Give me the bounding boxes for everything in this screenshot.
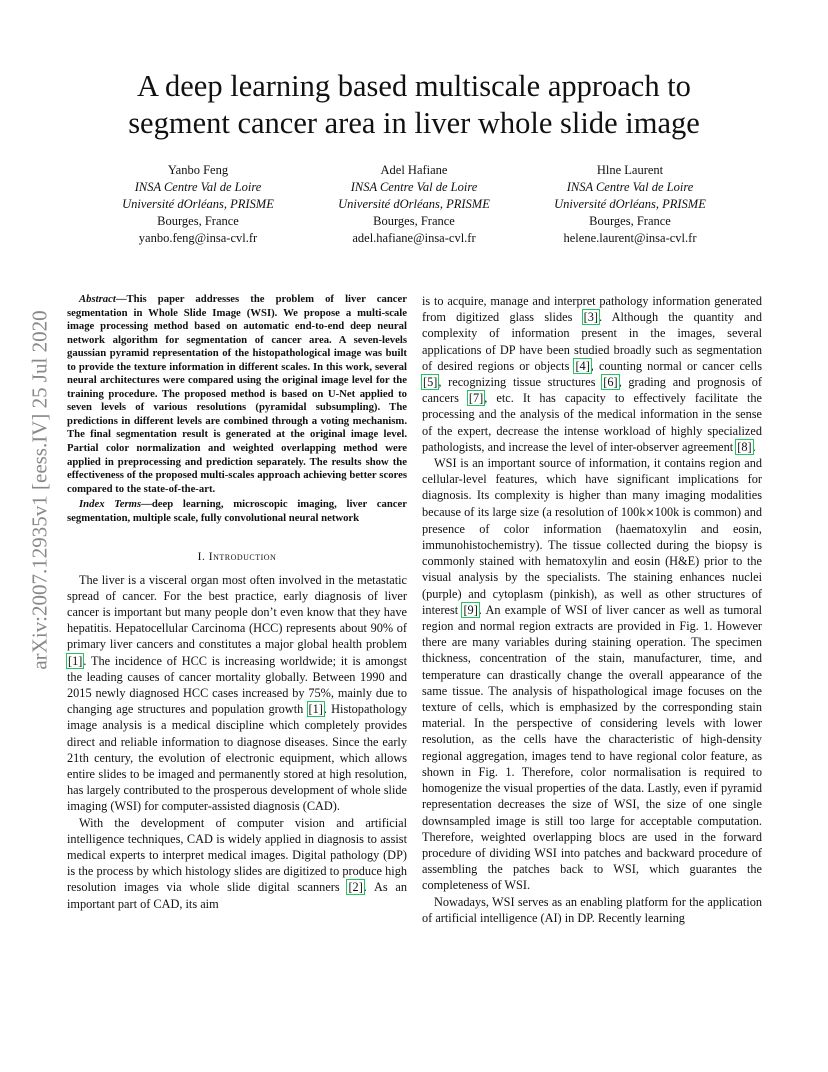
intro-paragraph-4: Nowadays, WSI serves as an enabling platform for the application of artificial intelligence (AI) in DP. Recently learning [422,894,762,925]
text-run: , etc. It has capacity to effectively facilitate the processing and the analysis of the medical information in the sense of the expert, decrease the intense workload of highly specialized pathologists, and increase the level of inter-observer agreement [422,391,762,454]
text-run: With the development of computer vision and artificial intelligence techniques, CAD is widely applied in diagnosis to assist medical experts to interpret medical images. Digital pathology (DP) is the process by which histology slides are digitized to produce high resolution images via whole slide digital scanners [67,815,407,895]
text-run: . Histopathology image analysis is a medical discipline which completely provides direct and reliable information to diagnose diseases. Since the early 21th century, the evolution of electronic equipment, which allows entire slides to be imaged and permanently stored at high resolution, has largely contributed to the prosperous development of whole slide imaging (WSI) for computer-assisted diagnosis (CAD). [67,702,407,814]
index-terms-lead: Index Terms [79,498,142,511]
abstract-lead: Abstract [79,293,116,305]
author-institution: INSA Centre Val de Loire [134,180,262,194]
author-city: Bourges, France [589,214,671,228]
intro-paragraph-2 [67,815,407,912]
author-institution: INSA Centre Val de Loire [566,180,694,194]
index-terms-text: —deep learning, microscopic imaging, liver cancer segmentation, multiple scale, fully convolutional neural network [67,498,407,524]
citation-link[interactable]: [5] [423,375,438,390]
author-email: adel.hafiane@insa-cvl.fr [352,231,476,245]
intro-paragraph-2-cont [422,293,762,455]
arxiv-identifier: arXiv:2007.12935v1 [eess.IV] 25 Jul 2020 [27,310,52,670]
text-run: . Although the quantity and complexity of information present in the images, several applications of DP have been studied broadly such as segmentation of desired regions or objects [422,310,762,373]
author-lab: Université dOrléans, PRISME [554,197,706,211]
text-run: 100k is common) and presence of color information (haematoxylin and eosin, immunohistochemistry). The tissue collected during the biopsy is commonly stained with hematoxylin and eosin (H&E) prior to the visual analysis by the specialists. The staining enhances nuclei (purple) and cytoplasm (pinkish), as well as other structures of interest [422,504,763,617]
author-name: Adel Hafiane [380,163,448,177]
section-heading-introduction: I. Introduction [197,551,277,564]
citation-link[interactable]: [2] [348,880,363,895]
times-symbol: × [645,505,655,519]
index-terms [67,498,407,525]
title-line-1: A deep learning based multiscale approach to [137,69,691,103]
author-name: Yanbo Feng [167,163,229,177]
author-1 [90,162,306,247]
intro-paragraph-3 [422,455,762,893]
author-email: helene.laurent@insa-cvl.fr [563,231,697,245]
text-run: WSI is an important source of information, it contains region and cellular-level features, which have significant implications for diagnosis. Its complexity is higher than many imaging modalities because of its large size (a resolution of 100k [422,456,762,519]
author-lab: Université dOrléans, PRISME [122,197,274,211]
arxiv-sidebar [20,290,60,690]
citation-link[interactable]: [9] [463,602,478,617]
text-run: is to acquire, manage and interpret pathology information generated from digitized glass slides [422,294,762,325]
abstract-text: —This paper addresses the problem of liver cancer segmentation in Whole Slide Image (WSI). We propose a multi-scale image processing method based on automatic end-to-end deep neural network algorithm for segmentation of cancer area. A seven-levels gaussian pyramid representation of the histopathological image was built to provide the texture information in different scales. In this work, several neural architectures were compared using the original image level for the training procedure. The proposed method is based on U-Net applied to seven levels of various resolutions (pyramidal subsumpling). The predictions in different levels are combined through a voting mechanism. The final segmentation result is generated at the original image level. Partial color normalization and weighted overlapping method were applied in preprocessing and prediction separately. The results show the effectiveness of the proposed multi-scales approach achieving better scores compared to the state-of-the-art. [67,293,407,495]
author-block [90,162,738,252]
author-city: Bourges, France [373,214,455,228]
title-line-2: segment cancer area in liver whole slide image [128,106,700,140]
citation-link[interactable]: [1] [308,702,323,717]
citation-link[interactable]: [8] [737,439,752,454]
right-column [422,293,762,926]
text-run: . [752,439,756,454]
text-run: , recognizing tissue structures [438,375,603,390]
author-lab: Université dOrléans, PRISME [338,197,490,211]
left-column [67,293,407,912]
abstract [67,293,407,496]
text-run: , grading and prognosis of cancers [422,375,762,406]
text-run: The liver is a visceral organ most often involved in the metastatic spread of cancer. For the best practice, early diagnosis of liver cancer is important but many people don’t even know that they have hepatitis. Hepatocellular Carcinoma (HCC) represents about 90% of primary liver cancers and constitutes a major global health problem [67,572,407,652]
intro-paragraph-1 [67,572,407,815]
text-run: . As an important part of CAD, its aim [67,880,407,911]
text-run: . The incidence of HCC is increasing worldwide; it is amongst the leading causes of cancer mortality globally. Between 1990 and 2015 newly diagnosed HCC cases increased by 75%, mainly due to changing age structures and population growth [67,653,407,717]
author-email: yanbo.feng@insa-cvl.fr [138,231,258,245]
author-3 [522,162,738,247]
text-run: . An example of WSI of liver cancer as well as tumoral region and normal region extracts are provided in Fig. 1. However there are many variables during staining operation. The specimen thickness, concentration of the stain, manufacturer, time, and temperature can drastically change the overall appearance of the same tissue. The analysis of hispathological image focuses on the texture of cells, which is emphasized by the corresponding stain material. In the perspective of considering levels with lower resolution, as the cells have the characteristic of high-density regional aggregation, images tend to have regional color feature, as shown in Fig. 1. Therefore, color normalisation is required to homogenize the visual properties of the data. Lastly, even if pyramid representation decreases the size of WSI, the size of one single downsampled image is still too large for acceptable computation. Therefore, weighted overlapping blocs are used in the forward procedure of dividing WSI into patches and backward procedure of assembling the patches back to WSI, which guarantes the completeness of WSI. [422,602,762,893]
citation-link[interactable]: [3] [583,310,598,325]
paper-title [90,68,738,142]
author-2 [306,162,522,247]
citation-link[interactable]: [4] [575,358,590,373]
author-city: Bourges, France [157,214,239,228]
citation-link[interactable]: [7] [468,391,484,406]
text-run: , counting normal or cancer cells [590,358,762,373]
citation-link[interactable]: [6] [603,375,618,390]
author-institution: INSA Centre Val de Loire [350,180,478,194]
citation-link[interactable]: [1] [68,653,83,668]
author-name: Hlne Laurent [596,163,664,177]
